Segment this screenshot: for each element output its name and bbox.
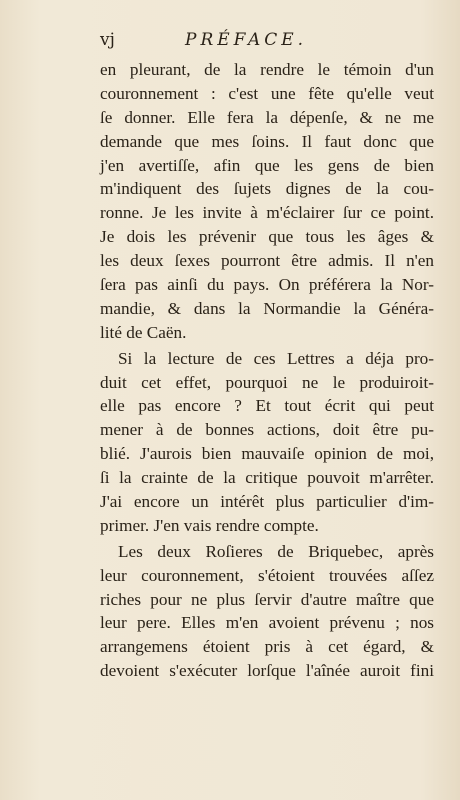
text-line: primer. J'en vais rendre compte.: [100, 515, 319, 535]
text-line: mandie, & dans la Normandie la Généra-: [100, 298, 434, 318]
text-line: Les deux Roſieres de Briquebec, après: [118, 541, 434, 561]
text-line: ſi la crainte de la critique pouvoit m'arrêter.: [100, 468, 434, 488]
page-header: [100, 30, 380, 54]
text-line: en pleurant, de la rendre le témoin d'un: [100, 60, 434, 79]
text-line: J'ai encore un intérêt plus particulier d'im-: [100, 492, 434, 512]
text-line: m'indiquent des ſujets dignes de la cou-: [100, 179, 434, 199]
text-line: blié. J'aurois bien mauvaiſe opinion de moi,: [100, 444, 434, 464]
text-line: lité de Caën.: [100, 322, 187, 342]
text-line: Si la lecture de ces Lettres a déja pro-: [118, 348, 434, 368]
text-line: mener à de bonnes actions, doit être pu-: [100, 420, 434, 440]
text-line: Je dois les prévenir que tous les âges &: [100, 227, 434, 247]
text-line: leur couronnement, s'étoient trouvées aſſez: [100, 565, 434, 585]
text-line: duit cet effet, pourquoi ne le produiroit-: [100, 372, 434, 392]
text-line: devoient s'exécuter lorſque l'aînée auroit fini: [100, 661, 434, 681]
body-text: [100, 58, 434, 683]
page-number: vj: [100, 30, 115, 50]
running-title: PRÉFACE.: [185, 30, 308, 50]
text-line: ſe donner. Elle fera la dépenſe, & ne me: [100, 107, 434, 127]
text-line: ſera pas ainſi du pays. On préférera la Nor-: [100, 275, 434, 295]
text-line: elle pas encore ? Et tout écrit qui peut: [100, 396, 434, 416]
text-line: arrangemens étoient pris à cet égard, &: [100, 637, 434, 657]
text-line: j'en avertiſſe, afin que les gens de bien: [100, 155, 434, 175]
text-line: couronnement : c'est une fête qu'elle veut: [100, 83, 434, 103]
text-line: demande que mes ſoins. Il faut donc que: [100, 131, 434, 151]
text-line: riches pour ne plus ſervir d'autre maître que: [100, 589, 434, 609]
text-line: ronne. Je les invite à m'éclairer ſur ce point.: [100, 203, 434, 223]
text-line: les deux ſexes pourront être admis. Il n'en: [100, 251, 434, 271]
text-line: leur pere. Elles m'en avoient prévenu ; nos: [100, 613, 434, 633]
